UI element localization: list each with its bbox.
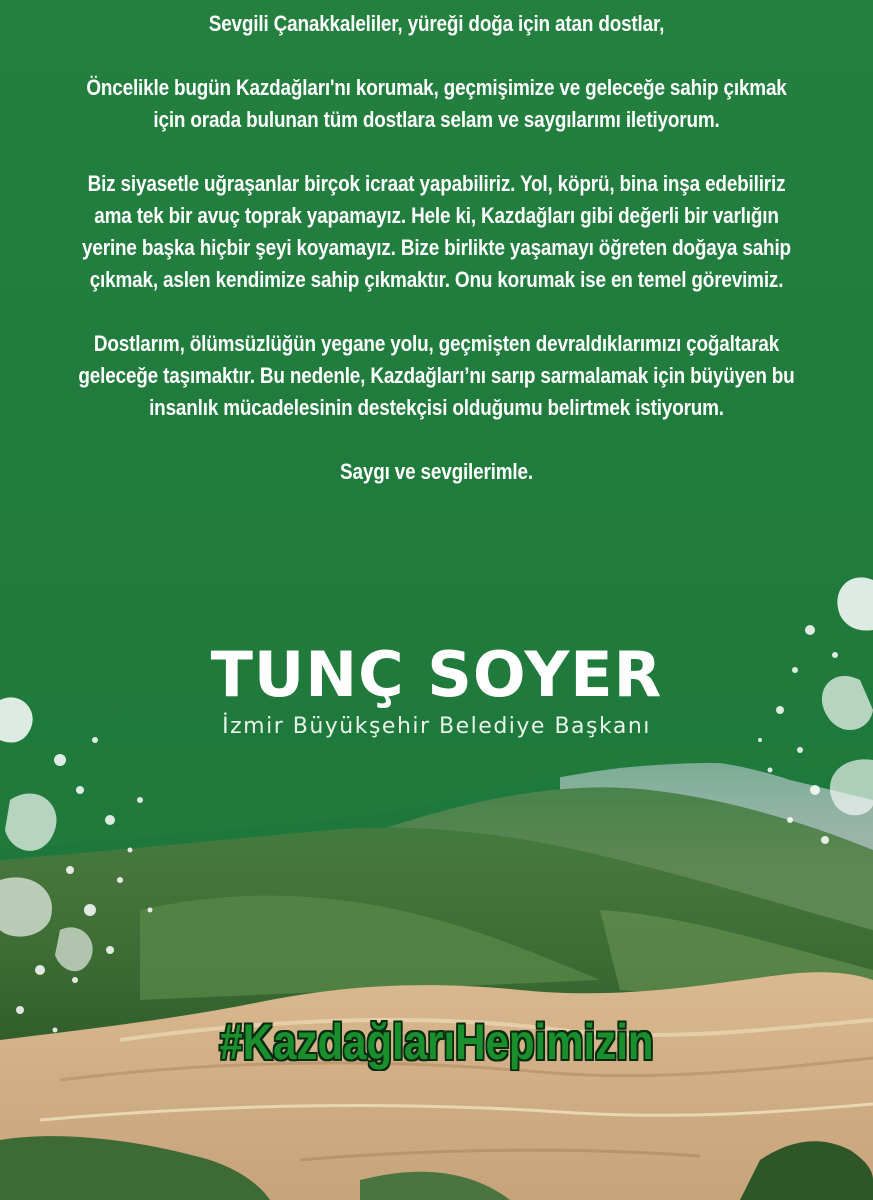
paragraph-line: Dostlarım, ölümsüzlüğün yegane yolu, geçmişten devraldıklarımızı çoğaltarak bbox=[93, 331, 780, 356]
left-splatter-decoration-icon bbox=[0, 680, 200, 1060]
letter-body bbox=[78, 8, 794, 488]
paragraph-line: Öncelikle bugün Kazdağları'nı korumak, geçmişimize ve geleceğe sahip çıkmak bbox=[86, 75, 787, 100]
paragraph-line: insanlık mücadelesinin destekçisi olduğumu belirtmek istiyorum. bbox=[149, 395, 724, 420]
letter-closing: Saygı ve sevgilerimle. bbox=[340, 459, 533, 484]
signature-title: İzmir Büyükşehir Belediye Başkanı bbox=[222, 714, 651, 739]
paragraph-line: çıkmak, aslen kendimize sahip çıkmaktır. Onu korumak ise en temel görevimiz. bbox=[89, 267, 784, 292]
paragraph-line: yerine başka hiçbir şeyi koyamayız. Bize birlikte yaşamayı öğreten doğaya sahip bbox=[82, 235, 791, 260]
paragraph-line: Biz siyasetle uğraşanlar birçok icraat yapabiliriz. Yol, köprü, bina inşa edebiliriz bbox=[87, 171, 786, 196]
paragraph-line: geleceğe taşımaktır. Bu nedenle, Kazdağları’nı sarıp sarmalamak için büyüyen bu bbox=[78, 363, 795, 388]
paragraph-line: için orada bulunan tüm dostlara selam ve saygılarımı iletiyorum. bbox=[153, 107, 720, 132]
paragraph-line: ama tek bir avuç toprak yapamayız. Hele ki, Kazdağları gibi değerli bir varlığın bbox=[94, 203, 779, 228]
letter-paragraph-2 bbox=[78, 168, 794, 296]
letter-paragraph-3 bbox=[78, 328, 794, 424]
signature-name: TUNÇ SOYER bbox=[210, 638, 663, 711]
right-splatter-decoration-icon bbox=[740, 560, 873, 880]
letter-paragraph-1 bbox=[78, 72, 794, 136]
letter-greeting: Sevgili Çanakkaleliler, yüreği doğa için atan dostlar, bbox=[208, 11, 665, 36]
hashtag-kazdaglari: #KazdağlarıHepimizin bbox=[219, 1014, 654, 1070]
